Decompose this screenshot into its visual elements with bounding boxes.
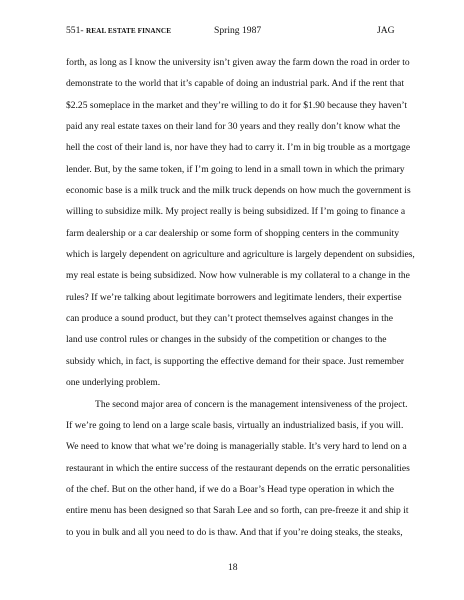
text-line: of the chef. But on the other hand, if we do a Boar’s Head type operation in which the [66,483,395,495]
running-header-course [66,25,171,37]
running-header-initials: JAG [377,25,395,36]
text-line: which is largely dependent on agriculture and agriculture is largely dependent on subsidies, [66,249,415,261]
text-line: one underlying problem. [66,377,161,389]
text-line: If we’re going to lend on a large scale basis, virtually an industrialized basis, if you will. [66,419,404,431]
text-line: entire menu has been designed so that Sarah Lee and so forth, can pre-freeze it and ship it [66,505,409,517]
text-line: paid any real estate taxes on their land for 30 years and they really don’t know what the [66,121,401,133]
text-line: $2.25 someplace in the market and they’re willing to do it for $1.90 because they haven’t [66,99,408,111]
course-title: REAL ESTATE FINANCE [85,27,172,35]
text-line: demonstrate to the world that it’s capable of doing an industrial park. And if the rent that [66,78,405,90]
text-line: hell the cost of their land is, nor have they had to carry it. I’m in big trouble as a mortgage [66,142,411,154]
text-line: lender. But, by the same token, if I’m going to lend in a small town in which the primary [66,163,405,175]
text-line: to you in bulk and all you need to do is thaw. And that if you’re doing steaks, the steaks, [66,526,403,538]
paragraph-start-line: The second major area of concern is the management intensiveness of the project. [95,398,408,410]
text-line: can produce a sound product, but they can’t protect themselves against changes in the [66,313,393,325]
course-number: 551- [66,25,86,36]
text-line: restaurant in which the entire success of the restaurant depends on the erratic personalities [66,462,410,474]
text-line: economic base is a milk truck and the milk truck depends on how much the government is [66,185,411,197]
text-line: rules? If we’re talking about legitimate borrowers and legitimate lenders, their expertise [66,291,402,303]
transcript-body [66,52,415,543]
text-line: farm dealership or a car dealership or some form of shopping centers in the community [66,227,399,239]
running-header-term: Spring 1987 [214,25,262,36]
text-line: subsidy which, in fact, is supporting the effective demand for their space. Just remember [66,355,405,367]
page-number: 18 [228,562,238,573]
text-line: willing to subsidize milk. My project really is being subsidized. If I’m going to finance a [66,206,406,218]
text-line: land use control rules or changes in the subsidy of the competition or changes to the [66,334,387,346]
text-line: my real estate is being subsidized. Now how vulnerable is my collateral to a change in the [66,270,410,282]
text-line: We need to know that what we’re doing is managerially stable. It’s very hard to lend on a [66,441,407,453]
text-line: forth, as long as I know the university isn’t given away the farm down the road in order to [66,57,410,68]
